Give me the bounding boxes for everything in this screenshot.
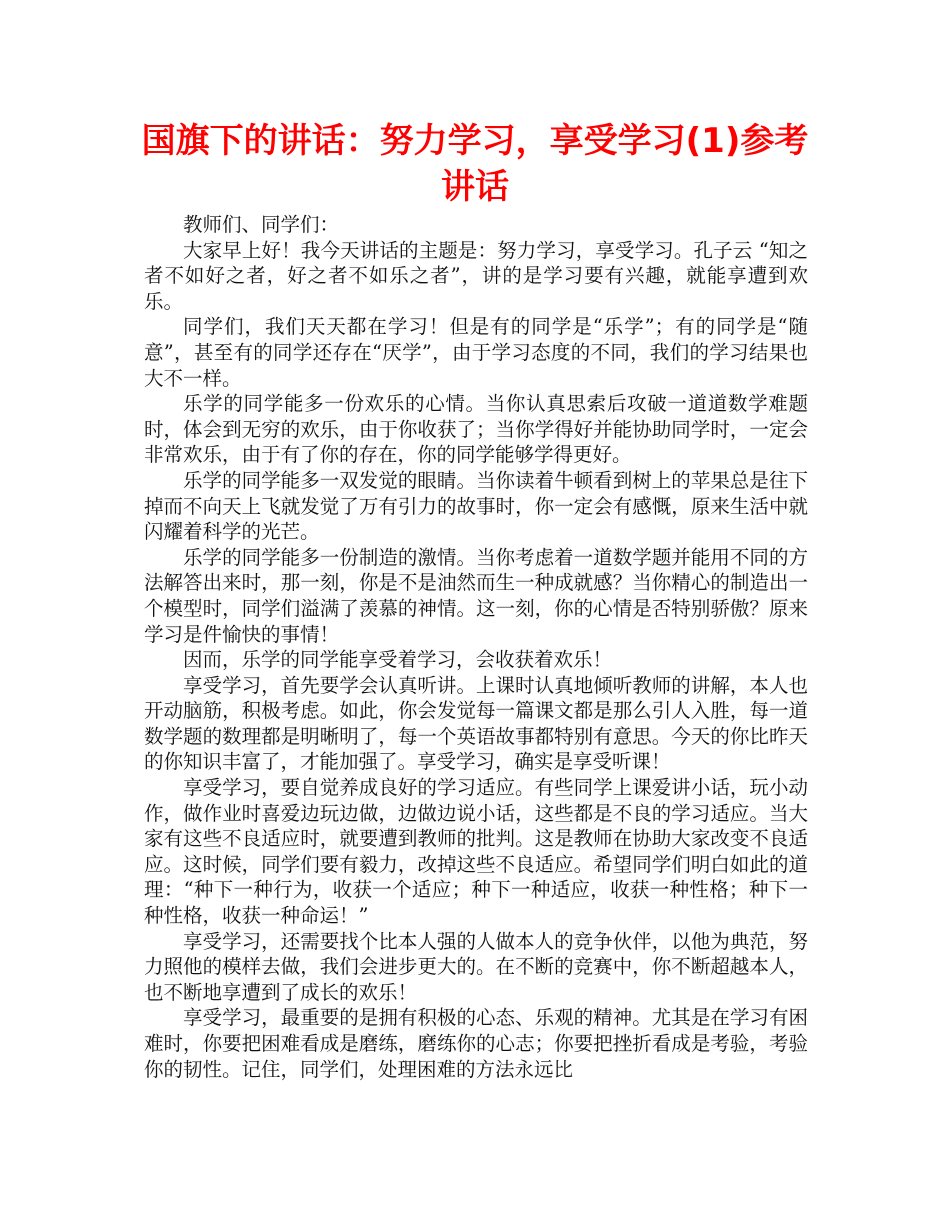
document-title: 国旗下的讲话：努力学习，享受学习(1)参考讲话 — [141, 121, 809, 207]
paragraph: 乐学的同学能多一份制造的激情。当你考虑着一道数学题并能用不同的方法解答出来时，那一刻，你是不是油然而生一种成就感？当你精心的制造出一个模型时，同学们溢满了羡慕的神情。这一刻，你的心情是否特别骄傲？原来学习是件愉快的事情！ — [144, 545, 808, 646]
paragraph: 教师们、同学们： — [183, 213, 340, 236]
document-body — [144, 212, 808, 1082]
paragraph: 同学们，我们天天都在学习！但是有的同学是“乐学”；有的同学是“随意”，甚至有的同学还存在“厌学”，由于学习态度的不同，我们的学习结果也大不一样。 — [144, 315, 808, 390]
paragraph: 享受学习，最重要的是拥有积极的心态、乐观的精神。尤其是在学习有困难时，你要把困难看成是磨练，磨练你的心志；你要把挫折看成是考验，考验你的韧性。记住，同学们，处理困难的方法永远比 — [144, 1006, 808, 1081]
paragraph: 享受学习，首先要学会认真听讲。上课时认真地倾听教师的讲解，本人也开动脑筋，积极考虑。如此，你会发觉每一篇课文都是那么引人入胜，每一道数学题的数理都是明晰明了，每一个英语故事都特别有意思。今天的你比昨天的你知识丰富了，才能加强了。享受学习，确实是享受听课！ — [144, 673, 808, 774]
paragraph: 乐学的同学能多一份欢乐的心情。当你认真思索后攻破一道道数学难题时，体会到无穷的欢乐，由于你收获了；当你学得好并能协助同学时，一定会非常欢乐，由于有了你的存在，你的同学能够学得更好。 — [144, 392, 808, 467]
paragraph: 大家早上好！我今天讲话的主题是：努力学习，享受学习。孔子云 “知之者不如好之者，好之者不如乐之者”，讲的是学习要有兴趣，就能享遭到欢乐。 — [144, 238, 808, 313]
paragraph: 享受学习，要自觉养成良好的学习适应。有些同学上课爱讲小话，玩小动作，做作业时喜爱边玩边做，边做边说小话，这些都是不良的学习适应。当大家有这些不良适应时，就要遭到教师的批判。这是教师在协助大家改变不良适应。这时候，同学们要有毅力，改掉这些不良适应。希望同学们明白如此的道理：“种下一种行为，收获一个适应；种下一种适应，收获一种性格；种下一种性格，收获一种命运！” — [144, 776, 808, 928]
paragraph: 乐学的同学能多一双发觉的眼睛。当你读着牛顿看到树上的苹果总是往下掉而不向天上飞就发觉了万有引力的故事时，你一定会有感慨，原来生活中就闪耀着科学的光芒。 — [144, 468, 808, 544]
paragraph: 享受学习，还需要找个比本人强的人做本人的竞争伙伴，以他为典范，努力照他的模样去做，我们会进步更大的。在不断的竞赛中，你不断超越本人，也不断地享遭到了成长的欢乐！ — [144, 929, 808, 1004]
paragraph: 因而，乐学的同学能享受着学习，会收获着欢乐！ — [183, 648, 613, 672]
